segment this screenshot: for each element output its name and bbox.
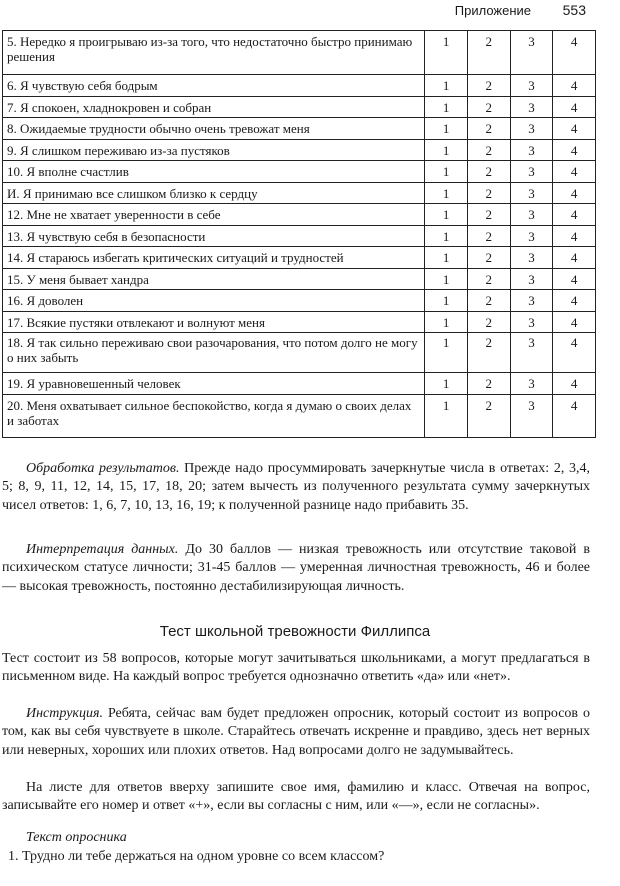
statement-text: 20. Меня охватывает сильное беспокойство, когда я думаю о своих делах и заботах [3, 394, 425, 437]
interpretation-paragraph [2, 541, 590, 596]
instruction-paragraph [2, 705, 590, 760]
answer-sheet-paragraph [2, 779, 590, 816]
rating-option-2[interactable]: 2 [467, 75, 510, 97]
rating-option-4[interactable]: 4 [553, 247, 596, 269]
table-row [3, 182, 596, 204]
rating-option-2[interactable]: 2 [467, 311, 510, 333]
statement-text: 12. Мне не хватает уверенности в себе [3, 204, 425, 226]
statement-text: 15. У меня бывает хандра [3, 268, 425, 290]
rating-option-1[interactable]: 1 [425, 290, 468, 312]
table-row [3, 290, 596, 312]
rating-option-4[interactable]: 4 [553, 394, 596, 437]
rating-option-2[interactable]: 2 [467, 373, 510, 395]
rating-option-3[interactable]: 3 [510, 161, 553, 183]
processing-text: Прежде надо просуммировать зачеркнутые числа в ответах: 2, 3,4, 5; 8, 9, 11, 12, 14, 15, 17, 18, 20; затем вычесть из полученного результата сумму зачеркнутых чисел ответов: 1, 6, 7, 10, 13, 16, 19; к полученной разнице надо прибавить 35. [2, 461, 591, 513]
test-title: Тест школьной тревожности Филлипса [159, 623, 431, 640]
table-row [3, 75, 596, 97]
rating-option-1[interactable]: 1 [425, 225, 468, 247]
rating-option-4[interactable]: 4 [553, 31, 596, 75]
rating-option-2[interactable]: 2 [467, 268, 510, 290]
statement-text: И. Я принимаю все слишком близко к сердцу [3, 182, 425, 204]
rating-option-1[interactable]: 1 [425, 182, 468, 204]
statement-text: 9. Я слишком переживаю из-за пустяков [3, 139, 425, 161]
table-row [3, 247, 596, 269]
rating-option-1[interactable]: 1 [425, 161, 468, 183]
rating-option-2[interactable]: 2 [467, 394, 510, 437]
statement-text: 8. Ожидаемые трудности обычно очень тревожат меня [3, 118, 425, 140]
table-row [3, 96, 596, 118]
rating-option-3[interactable]: 3 [510, 75, 553, 97]
rating-option-4[interactable]: 4 [553, 290, 596, 312]
rating-option-3[interactable]: 3 [510, 290, 553, 312]
statement-text: 7. Я спокоен, хладнокровен и собран [3, 96, 425, 118]
instruction-text: Ребята, сейчас вам будет предложен опросник, который состоит из вопросов о том, как вы себя чувствуете в школе. Старайтесь отвечать искренне и правдиво, здесь нет верных или неверных, хороших или плохих ответов. Над вопросами долго не задумывайтесь. [2, 706, 590, 758]
rating-option-3[interactable]: 3 [510, 225, 553, 247]
statement-text: 5. Нередко я проигрываю из-за того, что недостаточно быстро принимаю решения [3, 31, 425, 75]
questionnaire-label: Текст опросника [26, 830, 127, 845]
rating-option-3[interactable]: 3 [510, 394, 553, 437]
instruction-label: Инструкция. [26, 706, 103, 721]
table-row [3, 373, 596, 395]
rating-option-1[interactable]: 1 [425, 75, 468, 97]
rating-option-3[interactable]: 3 [510, 96, 553, 118]
rating-option-4[interactable]: 4 [553, 96, 596, 118]
rating-option-4[interactable]: 4 [553, 182, 596, 204]
rating-option-2[interactable]: 2 [467, 247, 510, 269]
rating-option-3[interactable]: 3 [510, 139, 553, 161]
table-row [3, 311, 596, 333]
rating-option-3[interactable]: 3 [510, 333, 553, 373]
statement-text: 19. Я уравновешенный человек [3, 373, 425, 395]
processing-label: Обработка результатов. [26, 461, 180, 476]
table-row [3, 139, 596, 161]
statement-text: 14. Я стараюсь избегать критических ситуаций и трудностей [3, 247, 425, 269]
rating-option-4[interactable]: 4 [553, 75, 596, 97]
answer-sheet-text: На листе для ответов вверху запишите свое имя, фамилию и класс. Отвечая на вопрос, записывайте его номер и ответ «+», если вы согласны с ним, или «—», если не согласны». [2, 780, 590, 814]
rating-option-3[interactable]: 3 [510, 204, 553, 226]
rating-option-1[interactable]: 1 [425, 247, 468, 269]
statement-text: 13. Я чувствую себя в безопасности [3, 225, 425, 247]
rating-option-4[interactable]: 4 [553, 118, 596, 140]
rating-option-2[interactable]: 2 [467, 96, 510, 118]
rating-option-2[interactable]: 2 [467, 118, 510, 140]
rating-option-1[interactable]: 1 [425, 394, 468, 437]
section-title: Приложение [454, 3, 532, 18]
rating-option-3[interactable]: 3 [510, 118, 553, 140]
table-row [3, 333, 596, 373]
rating-option-1[interactable]: 1 [425, 311, 468, 333]
rating-option-3[interactable]: 3 [510, 31, 553, 75]
table-row [3, 225, 596, 247]
intro-text: Тест состоит из 58 вопросов, которые могут зачитываться школьниками, а могут предлагаться в письменном виде. На каждый вопрос требуется однозначно ответить «да» или «нет». [2, 651, 590, 685]
first-question-block [8, 848, 596, 866]
rating-option-3[interactable]: 3 [510, 311, 553, 333]
statement-text: 10. Я вполне счастлив [3, 161, 425, 183]
rating-option-2[interactable]: 2 [467, 161, 510, 183]
rating-option-1[interactable]: 1 [425, 139, 468, 161]
rating-option-1[interactable]: 1 [425, 268, 468, 290]
interpretation-text: До 30 баллов — низкая тревожность или отсутствие таковой в психическом статусе личности; 31-45 баллов — умеренная личностная тревожность, 46 и более — высокая тревожность, постоянно дестабилизирующая личность. [2, 542, 590, 594]
rating-option-4[interactable]: 4 [553, 373, 596, 395]
rating-option-1[interactable]: 1 [425, 333, 468, 373]
statement-text: 18. Я так сильно переживаю свои разочарования, что потом долго не могу о них забыть [3, 333, 425, 373]
rating-option-4[interactable]: 4 [553, 139, 596, 161]
rating-option-4[interactable]: 4 [553, 268, 596, 290]
anxiety-scale-table [2, 30, 596, 438]
rating-option-2[interactable]: 2 [467, 139, 510, 161]
rating-option-3[interactable]: 3 [510, 373, 553, 395]
first-question: 1. Трудно ли тебе держаться на одном уровне со всем классом? [8, 849, 385, 864]
page-number: 553 [562, 2, 586, 18]
rating-option-2[interactable]: 2 [467, 31, 510, 75]
rating-option-4[interactable]: 4 [553, 161, 596, 183]
rating-option-4[interactable]: 4 [553, 311, 596, 333]
rating-option-4[interactable]: 4 [553, 225, 596, 247]
statement-text: 6. Я чувствую себя бодрым [3, 75, 425, 97]
intro-paragraph [2, 650, 590, 687]
table-row [3, 394, 596, 437]
questionnaire-label-block [2, 829, 590, 847]
processing-paragraph [2, 460, 590, 515]
rating-option-3[interactable]: 3 [510, 268, 553, 290]
interpretation-label: Интерпретация данных. [26, 542, 179, 557]
table-row [3, 268, 596, 290]
statement-text: 16. Я доволен [3, 290, 425, 312]
rating-option-2[interactable]: 2 [467, 225, 510, 247]
rating-option-4[interactable]: 4 [553, 333, 596, 373]
rating-option-2[interactable]: 2 [467, 182, 510, 204]
rating-option-1[interactable]: 1 [425, 204, 468, 226]
rating-option-1[interactable]: 1 [425, 96, 468, 118]
statement-text: 17. Всякие пустяки отвлекают и волнуют меня [3, 311, 425, 333]
rating-option-2[interactable]: 2 [467, 204, 510, 226]
rating-option-4[interactable]: 4 [553, 204, 596, 226]
rating-option-3[interactable]: 3 [510, 182, 553, 204]
table-row [3, 161, 596, 183]
rating-option-1[interactable]: 1 [425, 373, 468, 395]
rating-option-2[interactable]: 2 [467, 333, 510, 373]
rating-option-1[interactable]: 1 [425, 118, 468, 140]
rating-option-1[interactable]: 1 [425, 31, 468, 75]
table-row [3, 204, 596, 226]
table-row [3, 31, 596, 75]
table-row [3, 118, 596, 140]
page-header [455, 2, 586, 18]
rating-option-3[interactable]: 3 [510, 247, 553, 269]
rating-option-2[interactable]: 2 [467, 290, 510, 312]
